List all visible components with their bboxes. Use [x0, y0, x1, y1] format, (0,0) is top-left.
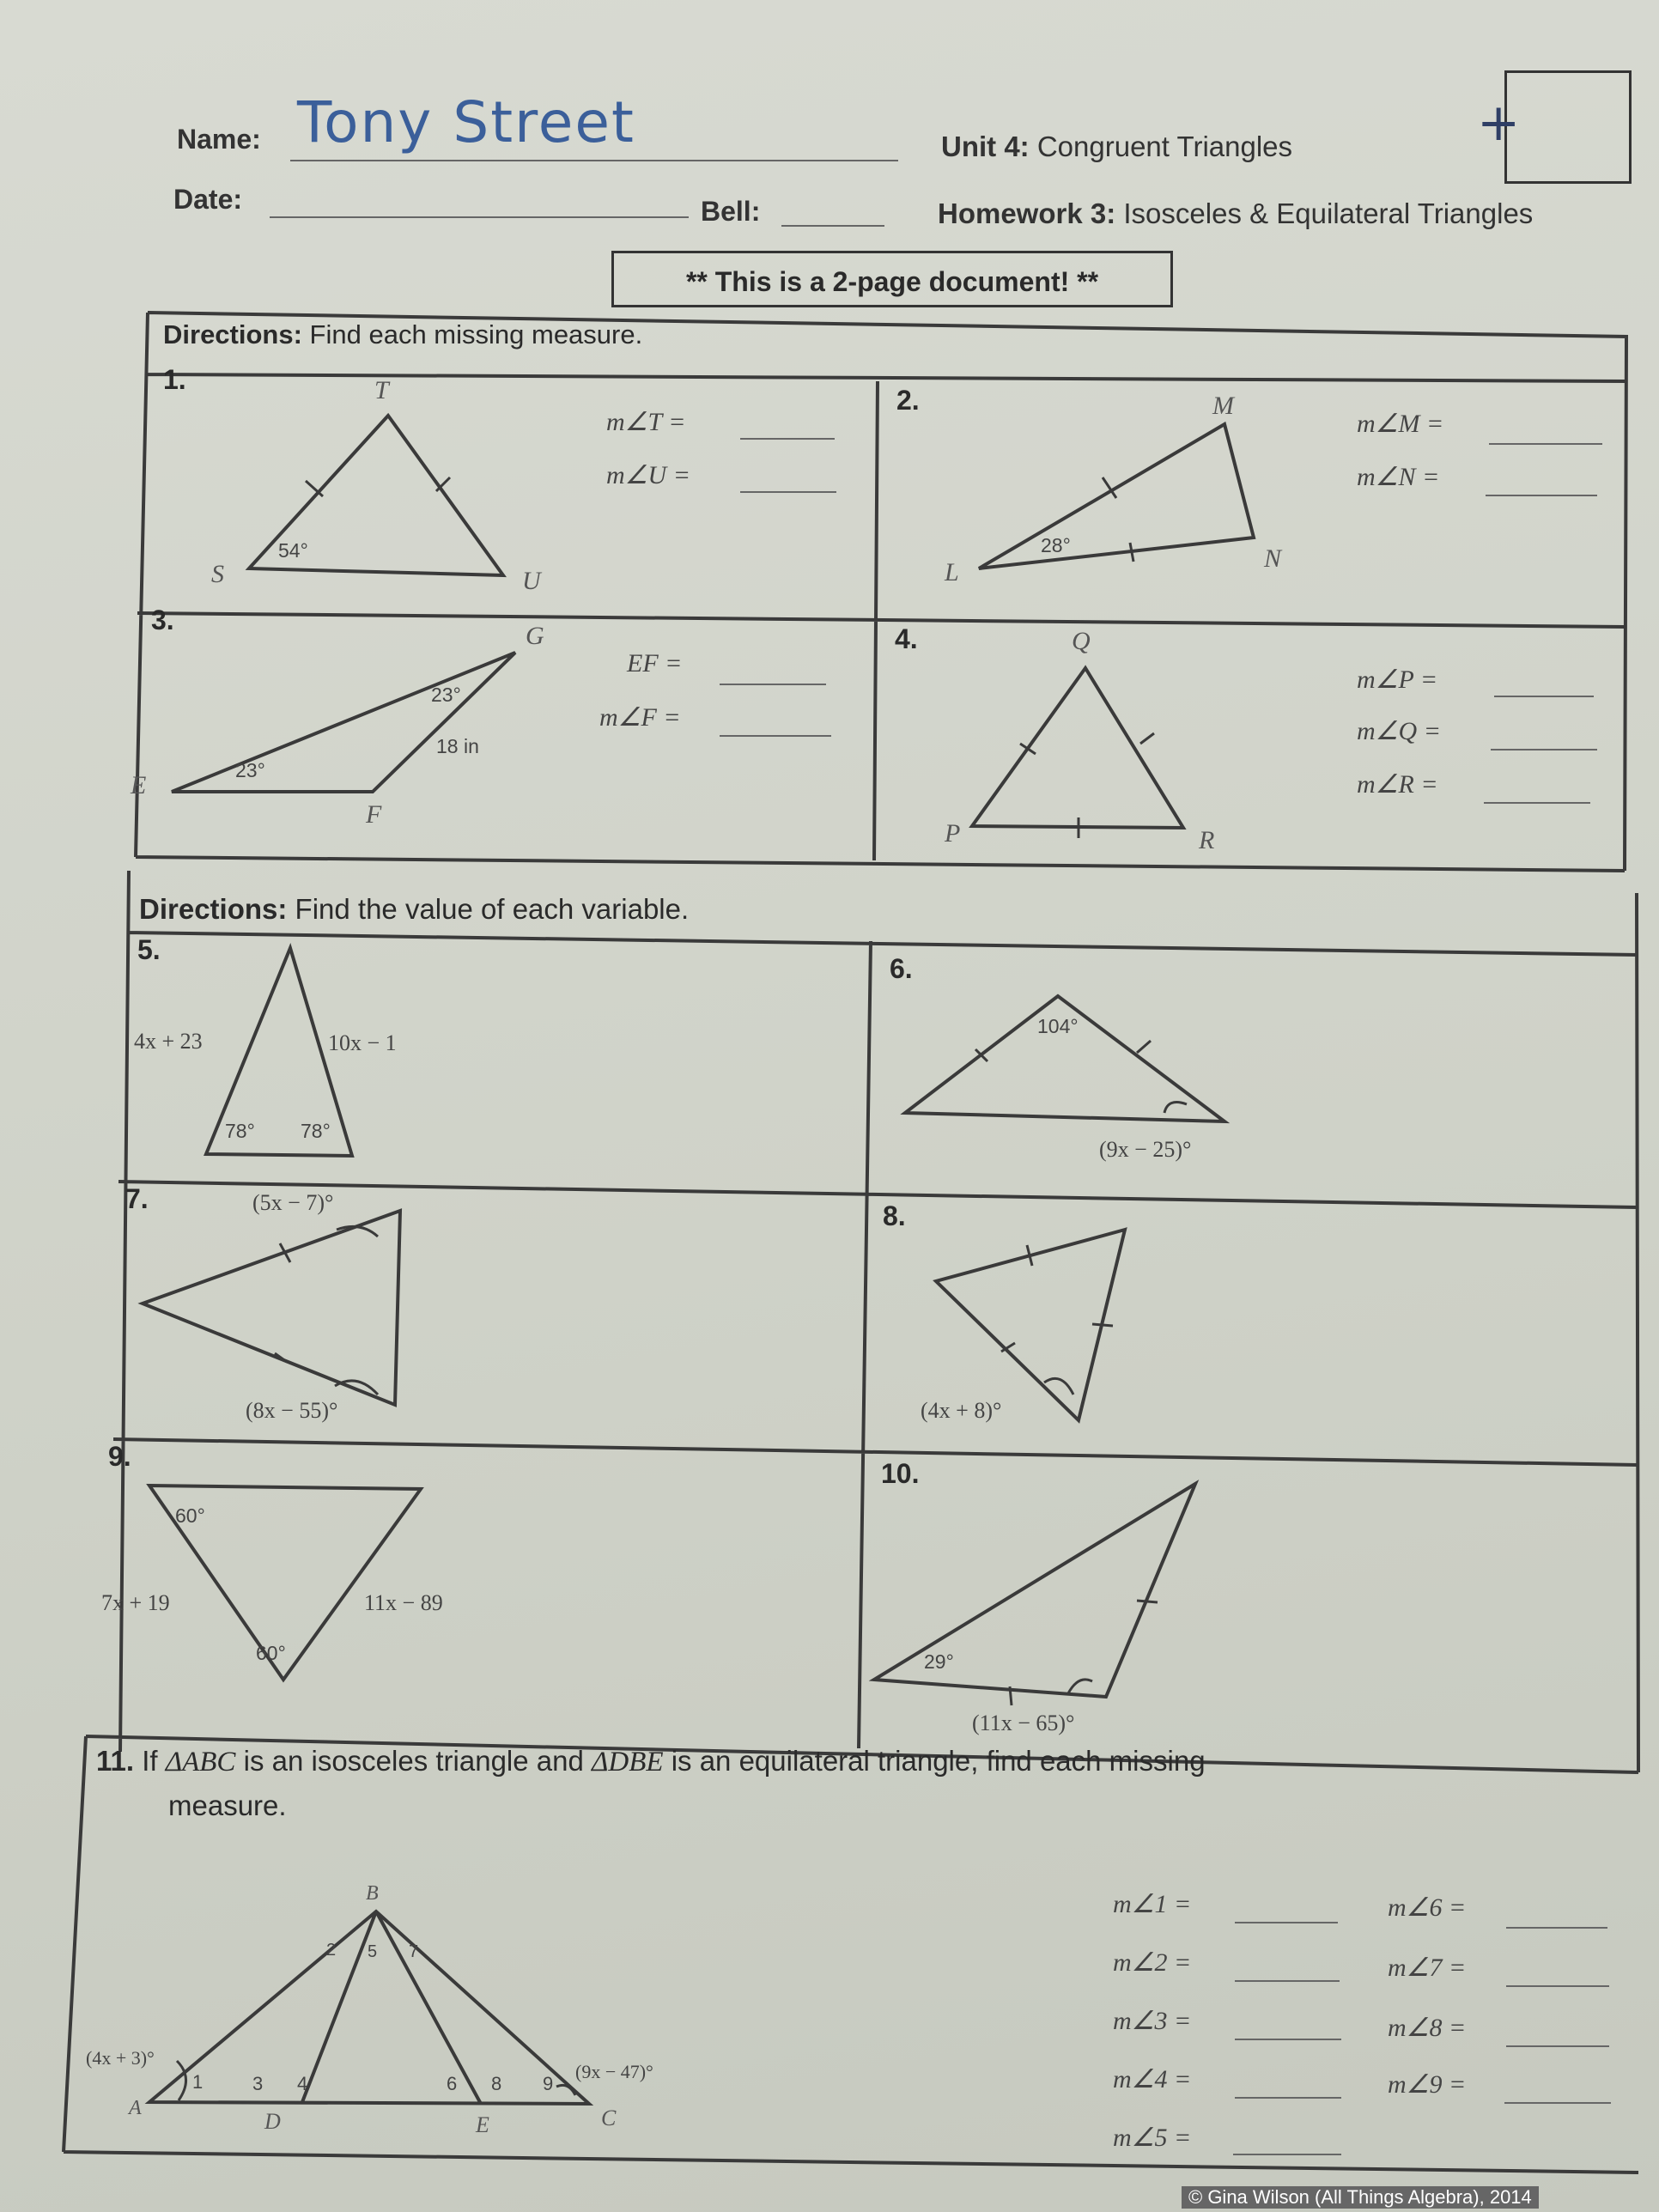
angle-number-1: 1	[192, 2071, 204, 2093]
tri-3	[172, 653, 515, 792]
answer-m-angle-8: m∠8 =	[1388, 2014, 1467, 2042]
problem-1-number: 1.	[163, 364, 186, 395]
answer-6-blank[interactable]	[1506, 1927, 1607, 1929]
answer-U-blank[interactable]	[740, 491, 836, 493]
angle-11x-minus-65: (11x − 65)°	[972, 1711, 1075, 1735]
side-10x-minus-1: 10x − 1	[328, 1030, 397, 1055]
answer-4-blank[interactable]	[1235, 2097, 1341, 2099]
problem-4-number: 4.	[895, 623, 918, 654]
angle-9x-minus-47: (9x − 47)°	[575, 2061, 653, 2082]
tri-7	[143, 1211, 400, 1405]
angle-8x-minus-55: (8x − 55)°	[246, 1398, 338, 1423]
problem-10-number: 10.	[881, 1458, 920, 1489]
angle-number-5: 5	[368, 1942, 378, 1961]
directions-1-text: Find each missing measure.	[309, 319, 643, 349]
answer-m-angle-2: m∠2 =	[1113, 1948, 1192, 1977]
problem-2-number: 2.	[896, 385, 920, 416]
angle-number-9: 9	[543, 2073, 554, 2094]
angle-L-value: 28°	[1041, 534, 1071, 556]
answer-EF-blank[interactable]	[720, 684, 826, 685]
score-box	[1504, 70, 1632, 184]
vertex-Q: Q	[1072, 627, 1091, 655]
angle-number-6: 6	[447, 2073, 458, 2094]
angle-number-4: 4	[297, 2073, 308, 2094]
vertex-A: A	[129, 2097, 142, 2119]
bell-field[interactable]	[781, 225, 884, 227]
answer-m-angle-3: m∠3 =	[1113, 2007, 1192, 2035]
answer-m-angle-1: m∠1 =	[1113, 1890, 1192, 1918]
angle-78-right: 78°	[301, 1120, 331, 1142]
score-mark: +	[1477, 93, 1522, 153]
vertex-C: C	[601, 2106, 617, 2130]
answer-EF: EF =	[627, 649, 683, 678]
copyright-credit: © Gina Wilson (All Things Algebra), 2014	[1182, 2186, 1539, 2209]
vertex-F: F	[366, 800, 382, 829]
directions-2-label: Directions:	[139, 893, 288, 925]
answer-5-blank[interactable]	[1233, 2154, 1341, 2155]
angle-78-left: 78°	[225, 1120, 255, 1142]
name-field[interactable]	[290, 160, 898, 161]
answer-8-blank[interactable]	[1506, 2045, 1609, 2047]
angle-number-2: 2	[326, 1941, 337, 1960]
vertex-E: E	[131, 771, 147, 799]
unit-number: Unit 4:	[941, 131, 1030, 162]
vertex-G: G	[526, 622, 544, 650]
problem-11-text-b: is an isosceles triangle and	[235, 1745, 592, 1777]
angle-number-3: 3	[252, 2073, 264, 2094]
tri-10	[874, 1484, 1195, 1697]
vertex-T: T	[374, 376, 389, 404]
name-handwritten: Tony Street	[297, 89, 635, 155]
side-11x-minus-89: 11x − 89	[364, 1590, 443, 1615]
answer-m-angle-9: m∠9 =	[1388, 2070, 1467, 2099]
directions-1	[163, 319, 642, 350]
answer-2-blank[interactable]	[1235, 1980, 1340, 1982]
homework-name: Isosceles & Equilateral Triangles	[1123, 198, 1534, 229]
vertex-R: R	[1199, 826, 1215, 854]
problem-8-number: 8.	[883, 1200, 906, 1231]
angle-number-8: 8	[491, 2073, 502, 2094]
angle-5x-minus-7: (5x − 7)°	[252, 1190, 334, 1215]
vertex-E-11: E	[476, 2112, 489, 2137]
directions-1-label: Directions:	[163, 319, 302, 349]
answer-m-angle-R: m∠R =	[1357, 770, 1438, 799]
answer-m-angle-5: m∠5 =	[1113, 2124, 1192, 2152]
answer-Q-blank[interactable]	[1491, 749, 1597, 750]
side-7x-plus-19: 7x + 19	[101, 1590, 170, 1615]
answer-m-angle-F: m∠F =	[599, 703, 681, 732]
problem-11-text-c: is an equilateral triangle, find each missing	[663, 1745, 1206, 1777]
date-field[interactable]	[270, 216, 689, 218]
directions-2	[139, 893, 689, 926]
answer-T-blank[interactable]	[740, 438, 835, 440]
homework-title	[938, 198, 1533, 230]
answer-m-angle-P: m∠P =	[1357, 665, 1438, 694]
unit-name: Congruent Triangles	[1036, 131, 1293, 162]
answer-m-angle-6: m∠6 =	[1388, 1893, 1467, 1922]
date-label: Date:	[173, 184, 243, 215]
answer-m-angle-4: m∠4 =	[1113, 2065, 1192, 2094]
answer-P-blank[interactable]	[1494, 696, 1594, 697]
side-FG-length: 18 in	[436, 735, 479, 757]
angle-G-value: 23°	[431, 684, 461, 706]
vertex-M: M	[1212, 392, 1234, 420]
angle-29: 29°	[924, 1650, 954, 1673]
answer-R-blank[interactable]	[1484, 802, 1590, 804]
answer-3-blank[interactable]	[1235, 2039, 1341, 2040]
vertex-B: B	[366, 1882, 379, 1905]
angle-4x-plus-8: (4x + 8)°	[921, 1398, 1002, 1423]
problem-7-number: 7.	[125, 1183, 149, 1214]
problem-11-text-a: If	[142, 1745, 166, 1777]
tri-11	[149, 1911, 589, 2104]
angle-104: 104°	[1037, 1015, 1079, 1037]
problem-9-number: 9.	[108, 1441, 131, 1472]
answer-1-blank[interactable]	[1235, 1922, 1338, 1923]
vertex-D: D	[264, 2109, 281, 2134]
answer-F-blank[interactable]	[720, 735, 831, 737]
vertex-P: P	[945, 819, 961, 848]
answer-N-blank[interactable]	[1486, 495, 1597, 496]
angle-9x-minus-25: (9x − 25)°	[1099, 1137, 1192, 1162]
triangle-ABC: ΔABC	[165, 1747, 236, 1778]
problem-6-number: 6.	[890, 953, 913, 984]
problem-11-text	[96, 1745, 1206, 1778]
angle-60-bottom: 60°	[256, 1642, 286, 1664]
problem-3-number: 3.	[151, 605, 174, 635]
answer-m-angle-7: m∠7 =	[1388, 1954, 1467, 1982]
angle-4x-plus-3: (4x + 3)°	[86, 2047, 155, 2069]
answer-9-blank[interactable]	[1504, 2102, 1611, 2104]
problem-11-text-d: measure.	[168, 1790, 287, 1821]
bell-label: Bell:	[701, 196, 761, 227]
side-4x-plus-23: 4x + 23	[134, 1029, 203, 1054]
unit-title	[941, 131, 1292, 163]
angle-E-value: 23°	[235, 759, 265, 781]
answer-m-angle-Q: m∠Q =	[1357, 717, 1441, 745]
tri-4	[972, 668, 1183, 828]
answer-m-angle-U: m∠U =	[606, 461, 690, 489]
answer-m-angle-N: m∠N =	[1357, 463, 1440, 491]
problem-11-number: 11.	[96, 1745, 135, 1777]
answer-m-angle-T: m∠T =	[606, 408, 686, 436]
homework-number: Homework 3:	[938, 198, 1116, 229]
vertex-U: U	[522, 567, 541, 595]
triangle-DBE: ΔDBE	[592, 1747, 664, 1778]
angle-number-7: 7	[409, 1942, 419, 1961]
two-page-notice: ** This is a 2-page document! **	[611, 251, 1173, 307]
angle-S-value: 54°	[278, 539, 308, 562]
answer-7-blank[interactable]	[1506, 1985, 1609, 1987]
angle-60-top: 60°	[175, 1504, 205, 1527]
problem-5-number: 5.	[137, 934, 161, 965]
vertex-N: N	[1264, 544, 1282, 573]
vertex-S: S	[211, 560, 224, 588]
answer-M-blank[interactable]	[1489, 443, 1602, 445]
answer-m-angle-M: m∠M =	[1357, 410, 1444, 438]
vertex-L: L	[945, 558, 959, 586]
directions-2-text: Find the value of each variable.	[295, 893, 690, 925]
name-label: Name:	[177, 124, 261, 155]
